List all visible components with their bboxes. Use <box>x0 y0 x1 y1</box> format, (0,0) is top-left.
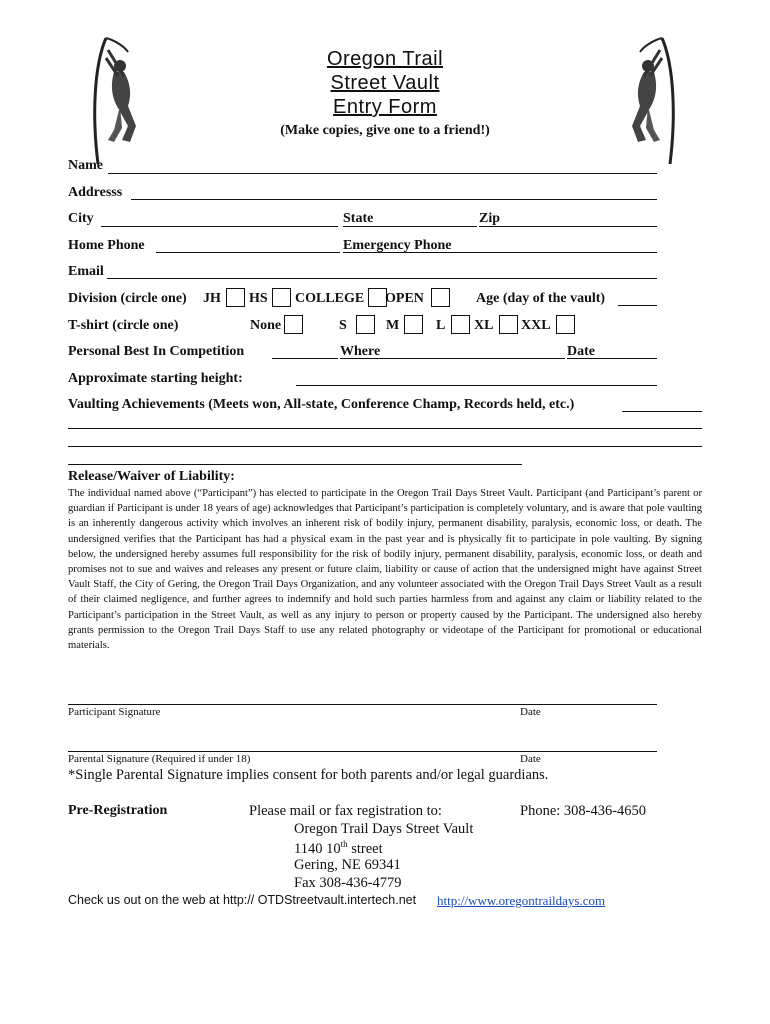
shirt-option-s[interactable]: S <box>339 318 347 333</box>
address-label: Addresss <box>68 185 123 200</box>
checkbox-none[interactable] <box>284 315 303 334</box>
where-field[interactable] <box>340 358 565 359</box>
home-phone-field[interactable] <box>156 252 340 253</box>
zip-label: Zip <box>479 211 501 226</box>
pre-registration-heading: Pre-Registration <box>68 803 168 818</box>
web-text: Check us out on the web at http:// OTDStreetvault.intertech.net <box>68 893 417 907</box>
checkbox-hs[interactable] <box>272 288 291 307</box>
checkbox-l[interactable] <box>451 315 470 334</box>
shirt-option-none[interactable]: None <box>250 318 282 333</box>
personal-best-field[interactable] <box>272 358 338 359</box>
parental-signature-label: Parental Signature (Required if under 18) <box>68 753 251 765</box>
shirt-option-xl[interactable]: XL <box>474 318 494 333</box>
email-field[interactable] <box>107 278 657 279</box>
date-field[interactable] <box>567 358 657 359</box>
name-label: Name <box>68 158 103 173</box>
city-state-zip: Gering, NE 69341 <box>294 857 401 873</box>
subtitle: (Make copies, give one to a friend!) <box>280 123 490 138</box>
age-field[interactable] <box>618 305 657 306</box>
achievements-field[interactable] <box>622 411 702 412</box>
achievements-line-2[interactable] <box>68 428 702 429</box>
participant-signature-field[interactable] <box>68 704 657 705</box>
division-option-hs[interactable]: HS <box>249 291 268 306</box>
title-line-3: Entry Form <box>333 96 437 118</box>
waiver-body: The individual named above (“Participant”) has elected to participate in the Oregon Trail Days Street Vault. Participant (and Participant’s parent or guardian if Participant is under 18 years of age) acknowledges that Participant’s participation is completely voluntary, and is aware that pole vaulting is an inherently dangerous activity which involves an inherent risk of bodily injury, permanent disability, paralysis, economic loss, or death. The undersigned verifies that the Participant has had a physical exam in the past year and is physically fit to participate in pole vaulting. By signing below, the undersigned hereby assumes full responsibility for the risk of bodily injury, permanent disability, paralysis, economic loss, or death and promises not to sue and waives and releases any present or future claim, liability or cause of action that the undersigned might have against Street Vault Staff, the City of Gering, the Oregon Trail Days Organization, and any volunteer associated with the Oregon Trail Days Street Vault as a result of their claimed negligence, and further agrees to indemnify and hold such parties harmless from and against any claim or liability related to the Participant’s participation in the Street Vault, as well as any injury to person or property caused by the Participant. The undersigned also hereby grants permission to the Oregon Trail Days Staff to use any related photography or videotape of the Participant for promotional or educational materials. <box>68 488 702 652</box>
division-label: Division (circle one) <box>68 291 187 306</box>
where-label: Where <box>340 344 381 359</box>
personal-best-label: Personal Best In Competition <box>68 344 245 359</box>
fax-number: Fax 308-436-4779 <box>294 875 402 891</box>
email-label: Email <box>68 264 104 279</box>
division-option-open[interactable]: OPEN <box>385 291 424 306</box>
city-field[interactable] <box>101 226 338 227</box>
parental-consent-note: *Single Parental Signature implies consent for both parents and/or legal guardians. <box>68 767 549 783</box>
state-label: State <box>343 211 374 226</box>
tshirt-label: T-shirt (circle one) <box>68 318 179 333</box>
title-line-2: Street Vault <box>330 72 440 94</box>
name-field[interactable] <box>108 173 657 174</box>
achievements-label: Vaulting Achievements (Meets won, All-state, Conference Champ, Records held, etc.) <box>68 397 575 412</box>
checkbox-xxl[interactable] <box>556 315 575 334</box>
division-option-jh[interactable]: JH <box>203 291 221 306</box>
checkbox-m[interactable] <box>404 315 423 334</box>
date-label: Date <box>567 344 595 359</box>
shirt-option-m[interactable]: M <box>386 318 400 333</box>
title-line-1: Oregon Trail <box>326 48 444 70</box>
home-phone-label: Home Phone <box>68 238 145 253</box>
org-name: Oregon Trail Days Street Vault <box>294 821 474 837</box>
participant-signature-label: Participant Signature <box>68 706 161 718</box>
emergency-phone-field[interactable] <box>343 252 657 253</box>
checkbox-jh[interactable] <box>226 288 245 307</box>
city-label: City <box>68 211 94 226</box>
parental-signature-field[interactable] <box>68 751 657 752</box>
starting-height-field[interactable] <box>296 385 657 386</box>
zip-field[interactable] <box>479 226 657 227</box>
emergency-phone-label: Emergency Phone <box>343 238 452 253</box>
checkbox-s[interactable] <box>356 315 375 334</box>
street-address: 1140 10th street <box>294 839 383 857</box>
waiver-heading: Release/Waiver of Liability: <box>68 469 235 484</box>
state-field[interactable] <box>343 226 477 227</box>
age-label: Age (day of the vault) <box>476 291 606 306</box>
division-option-college[interactable]: COLLEGE <box>295 291 365 306</box>
website-link[interactable]: http://www.oregontraildays.com <box>437 893 606 908</box>
address-field[interactable] <box>131 199 657 200</box>
shirt-option-xxl[interactable]: XXL <box>521 318 551 333</box>
starting-height-label: Approximate starting height: <box>68 371 243 386</box>
phone-text: Phone: 308-436-4650 <box>520 803 647 819</box>
mail-to-text: Please mail or fax registration to: <box>249 803 442 819</box>
achievements-line-3[interactable] <box>68 446 702 447</box>
parental-date-label: Date <box>520 753 541 765</box>
checkbox-open[interactable] <box>431 288 450 307</box>
achievements-line-4[interactable] <box>68 464 522 465</box>
participant-date-label: Date <box>520 706 541 718</box>
checkbox-xl[interactable] <box>499 315 518 334</box>
shirt-option-l[interactable]: L <box>436 318 446 333</box>
